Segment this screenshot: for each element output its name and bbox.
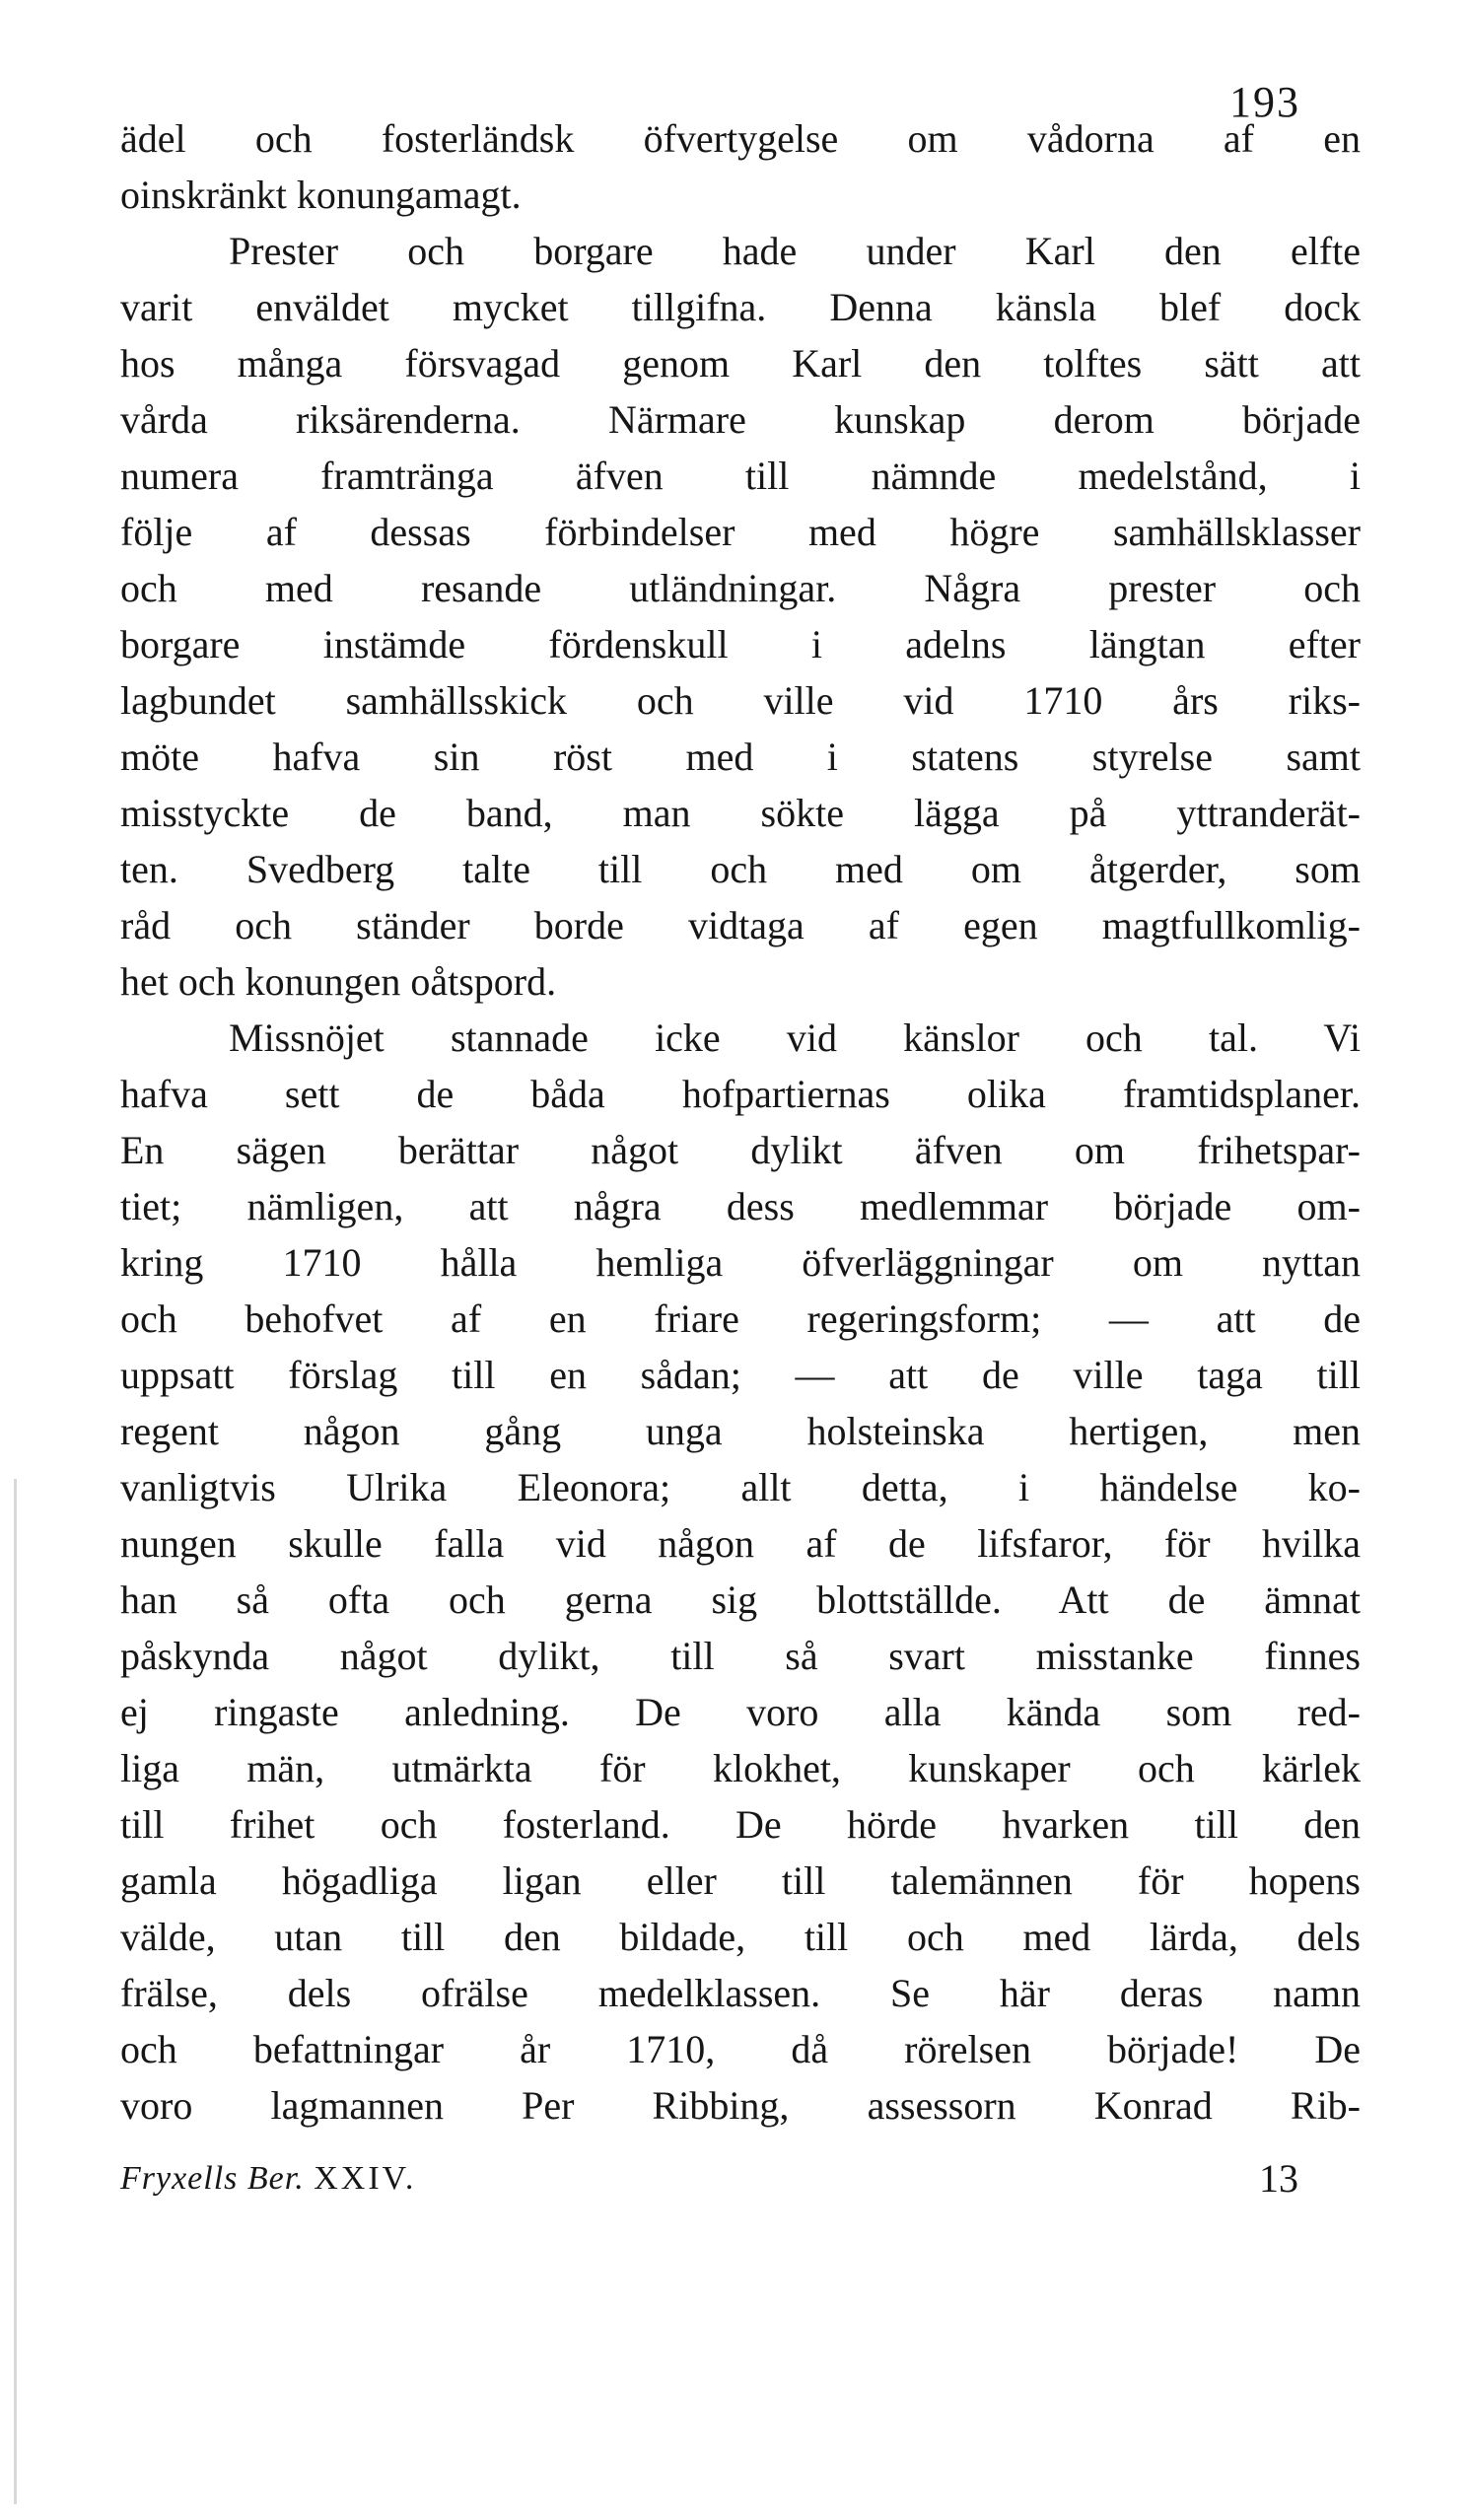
text-line: borgare instämde fördenskull i adelns längtan efter: [120, 622, 1361, 666]
text-line: och behofvet af en friare regeringsform; — att de: [120, 1296, 1361, 1341]
text-line: vanligtvis Ulrika Eleonora; allt detta, i händelse ko-: [120, 1465, 1361, 1509]
sheet-number: 13: [1259, 2156, 1298, 2201]
text-line: gamla högadliga ligan eller till talemännen för hopens: [120, 1858, 1361, 1903]
text-line: Prester och borgare hade under Karl den elfte: [229, 229, 1361, 273]
text-line: hafva sett de båda hofpartiernas olika framtidsplaner.: [120, 1072, 1361, 1116]
signature-volume: XXIV.: [314, 2160, 417, 2197]
text-line: misstyckte de band, man sökte lägga på yttranderät-: [120, 791, 1361, 835]
text-line: till frihet och fosterland. De hörde hvarken till den: [120, 1802, 1361, 1847]
text-line: numera framtränga äfven till nämnde medelstånd, i: [120, 454, 1361, 498]
text-line: tiet; nämligen, att några dess medlemmar började om-: [120, 1184, 1361, 1228]
text-line: ten. Svedberg talte till och med om åtgerder, som: [120, 847, 1361, 891]
text-line: följe af dessas förbindelser med högre samhällsklasser: [120, 510, 1361, 554]
text-line: lagbundet samhällsskick och ville vid 1710 års riks-: [120, 678, 1361, 723]
text-line: han så ofta och gerna sig blottställde. Att de ämnat: [120, 1577, 1361, 1622]
text-line: liga män, utmärkta för klokhet, kunskaper och kärlek: [120, 1746, 1361, 1790]
signature-author: Fryxells Ber.: [120, 2160, 305, 2197]
body-text: [120, 110, 1361, 2134]
text-line: nungen skulle falla vid någon af de lifsfaror, för hvilka: [120, 1521, 1361, 1566]
text-line: och befattningar år 1710, då rörelsen började! De: [120, 2027, 1361, 2071]
text-line: Missnöjet stannade icke vid känslor och tal. Vi: [229, 1015, 1361, 1060]
text-line: kring 1710 hålla hemliga öfverläggningar om nyttan: [120, 1240, 1361, 1285]
page-number: 193: [1229, 78, 1300, 126]
text-line: voro lagmannen Per Ribbing, assessorn Konrad Rib-: [120, 2083, 1361, 2128]
text-line: råd och ständer borde vidtaga af egen magtfullkomlig-: [120, 903, 1361, 947]
text-line: vårda riksärenderna. Närmare kunskap derom började: [120, 397, 1361, 442]
text-line: varit enväldet mycket tillgifna. Denna känsla blef dock: [120, 285, 1361, 329]
page-footer: [120, 2154, 1298, 2204]
text-line: välde, utan till den bildade, till och med lärda, dels: [120, 1915, 1361, 1959]
text-line: möte hafva sin röst med i statens styrelse samt: [120, 735, 1361, 779]
text-line: hos många försvagad genom Karl den tolftes sätt att: [120, 341, 1361, 385]
scan-edge-shadow: [14, 1479, 17, 2504]
text-line: ädel och fosterländsk öfvertygelse om vådorna af en: [120, 116, 1361, 161]
text-line: het och konungen oåtspord.: [120, 959, 557, 1004]
text-line: En sägen berättar något dylikt äfven om frihetspar-: [120, 1128, 1361, 1172]
printer-signature: [120, 2154, 416, 2204]
text-line: påskynda något dylikt, till så svart misstanke finnes: [120, 1634, 1361, 1678]
text-line: ej ringaste anledning. De voro alla kända som red-: [120, 1690, 1361, 1734]
text-line: och med resande utländningar. Några prester och: [120, 566, 1361, 610]
text-line: uppsatt förslag till en sådan; — att de ville taga till: [120, 1353, 1361, 1397]
text-line: regent någon gång unga holsteinska hertigen, men: [120, 1409, 1361, 1453]
text-line: frälse, dels ofrälse medelklassen. Se här deras namn: [120, 1971, 1361, 2015]
text-line: oinskränkt konungamagt.: [120, 173, 522, 217]
